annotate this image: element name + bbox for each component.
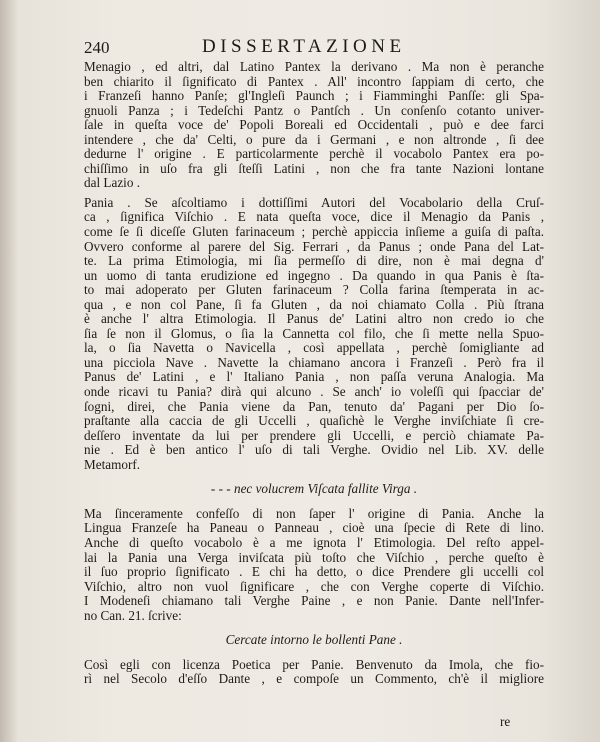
page-number: 240 [84,38,110,57]
text-line: chiſſimo in uſo fra gli ſteſſi Latini , non che fra tante Nazioni lontane [84,161,544,176]
verse-quote: - - - nec volucrem Viſcata fallite Virga . [210,481,418,497]
body-text [84,60,544,687]
text-line: Lingua Franzeſe ha Paneau o Panneau , cioè una ſpecie di Rete di lino. [84,521,544,536]
verse-quote: Cercate intorno le bollenti Pane . [225,632,403,648]
text-line: Pania . Se aſcoltiamo i dottiſſimi Autori del Vocabolario della Cruſ- [84,195,544,210]
running-title: DISSERTAZIONE [202,36,406,57]
text-line: Menagio , ed altri, dal Latino Pantex la derivano . Ma non è peranche [84,60,544,74]
text-line: onde ricavi tu Pania? dirà qui alcuno . Se anch' io voleſſi qui ſpacciar de' [84,385,544,400]
text-line: Ma ſinceramente confeſſo di non ſaper l' origine di Pania. Anche la [84,506,544,521]
catchword: re [500,714,511,729]
text-line: lai la Pania una Verga inviſcata più toſto che Viſchio , perche queſto è [84,550,544,565]
text-line: Così egli con licenza Poetica per Panie. Benvenuto da Imola, che fio- [84,657,544,672]
text-line: I Modeneſi chiamano tali Verghe Paine , e non Panie. Dante nell'Infer- [84,594,544,609]
text-line: i Franzeſi hanno Panſe; gl'Ingleſi Paunch ; i Fiamminghi Panſſe: gli Spa- [84,89,544,104]
text-line: come ſe ſi diceſſe Gluten farinaceum ; perchè appiccia inſieme a guiſa di paſta. [84,225,544,240]
text-line: deſſero inventate da lui per prendere gli Uccelli, e perciò chiamate Pa- [84,428,544,443]
text-line: qua , e non col Pane, ſi fa Gluten , da noi chiamato Colla . Più ſtrana [84,297,544,312]
text-line: la, o ſia Navetta o Navicella , così appellata , perchè ſomigliante ad [84,341,544,356]
text-line: no Can. 21. ſcrive: [84,608,182,623]
text-line: un uomo di tanta erudizione ed ingegno . Da quando in qua Panis è ſta- [84,268,544,283]
text-line: Ovvero conforme al parere del Sig. Ferrari , da Panus ; onde Pana del Lat- [84,239,544,254]
text-line: ſia ſe non il Glomus, o ſia la Cannetta col filo, che ſi mette nella Spuo- [84,326,544,341]
text-line: te. La prima Etimologia, mi ſia permeſſo di dire, non è mai degna d' [84,254,544,269]
text-line: ca , ſignifica Viſchio . E nata queſta voce, dice il Menagio da Panis , [84,210,544,225]
text-line: nie . Ed è ben antico l' uſo di tali Verghe. Ovidio nel Lib. XV. delle [84,443,544,458]
text-line: è anche l' altra Etimologia. Il Panus de' Latini altro non credo io che [84,312,544,327]
text-line: Metamorf. [84,457,141,472]
text-line: il ſuo proprio ſignificato . E chi ha detto, o dice Prendere gli uccelli col [84,565,544,580]
text-line: ſale in queſta voce de' Popoli Boreali ed Occidentali , può e dee farci [84,118,544,133]
text-line: gnuoli Panza ; i Tedeſchi Pantz o Pantſch . Un conſenſo cotanto univer- [84,103,544,118]
text-line: dedurne l' origine . E particolarmente perchè il vocabolo Pantex era po- [84,147,544,162]
text-line: Panus de' Latini , e l' Italiano Pania , non paſſa veruna Analogia. Ma [84,370,544,385]
text-line: una picciola Nave . Navette la chiamano ancora i Franzeſi . Però fra il [84,355,544,370]
text-line: dal Lazio . [84,176,141,191]
binding-shadow [0,0,18,742]
page-header [84,36,544,60]
text-line: ſogni, direi, che Pania viene da Pan, tenuto da' Pagani per Dio ſo- [84,399,544,414]
text-line: intendere , che da' Celti, o pure da i Germani , e non altronde , ſi dee [84,132,544,147]
text-line: Viſchio, altro non vuol ſignificare , che con Verghe coperte di Viſchio. [84,579,544,594]
text-line: ben chiarito il ſignificato di Pantex . All' incontro ſappiam di certo, che [84,74,544,89]
text-line: to mai adoperato per Gluten farinaceum ? Colla farina ſtemperata in ac- [84,283,544,298]
text-line: rì nel Secolo d'eſſo Dante , e compoſe un Commento, ch'è il migliore [84,672,544,687]
text-line: praſtante alla caccia de gli Uccelli , quaſichè le Verghe inviſchiate ſi cre- [84,414,544,429]
text-line: Anche di queſto vocabolo è a me ignota l' Etimologia. Del reſto appel- [84,535,544,550]
